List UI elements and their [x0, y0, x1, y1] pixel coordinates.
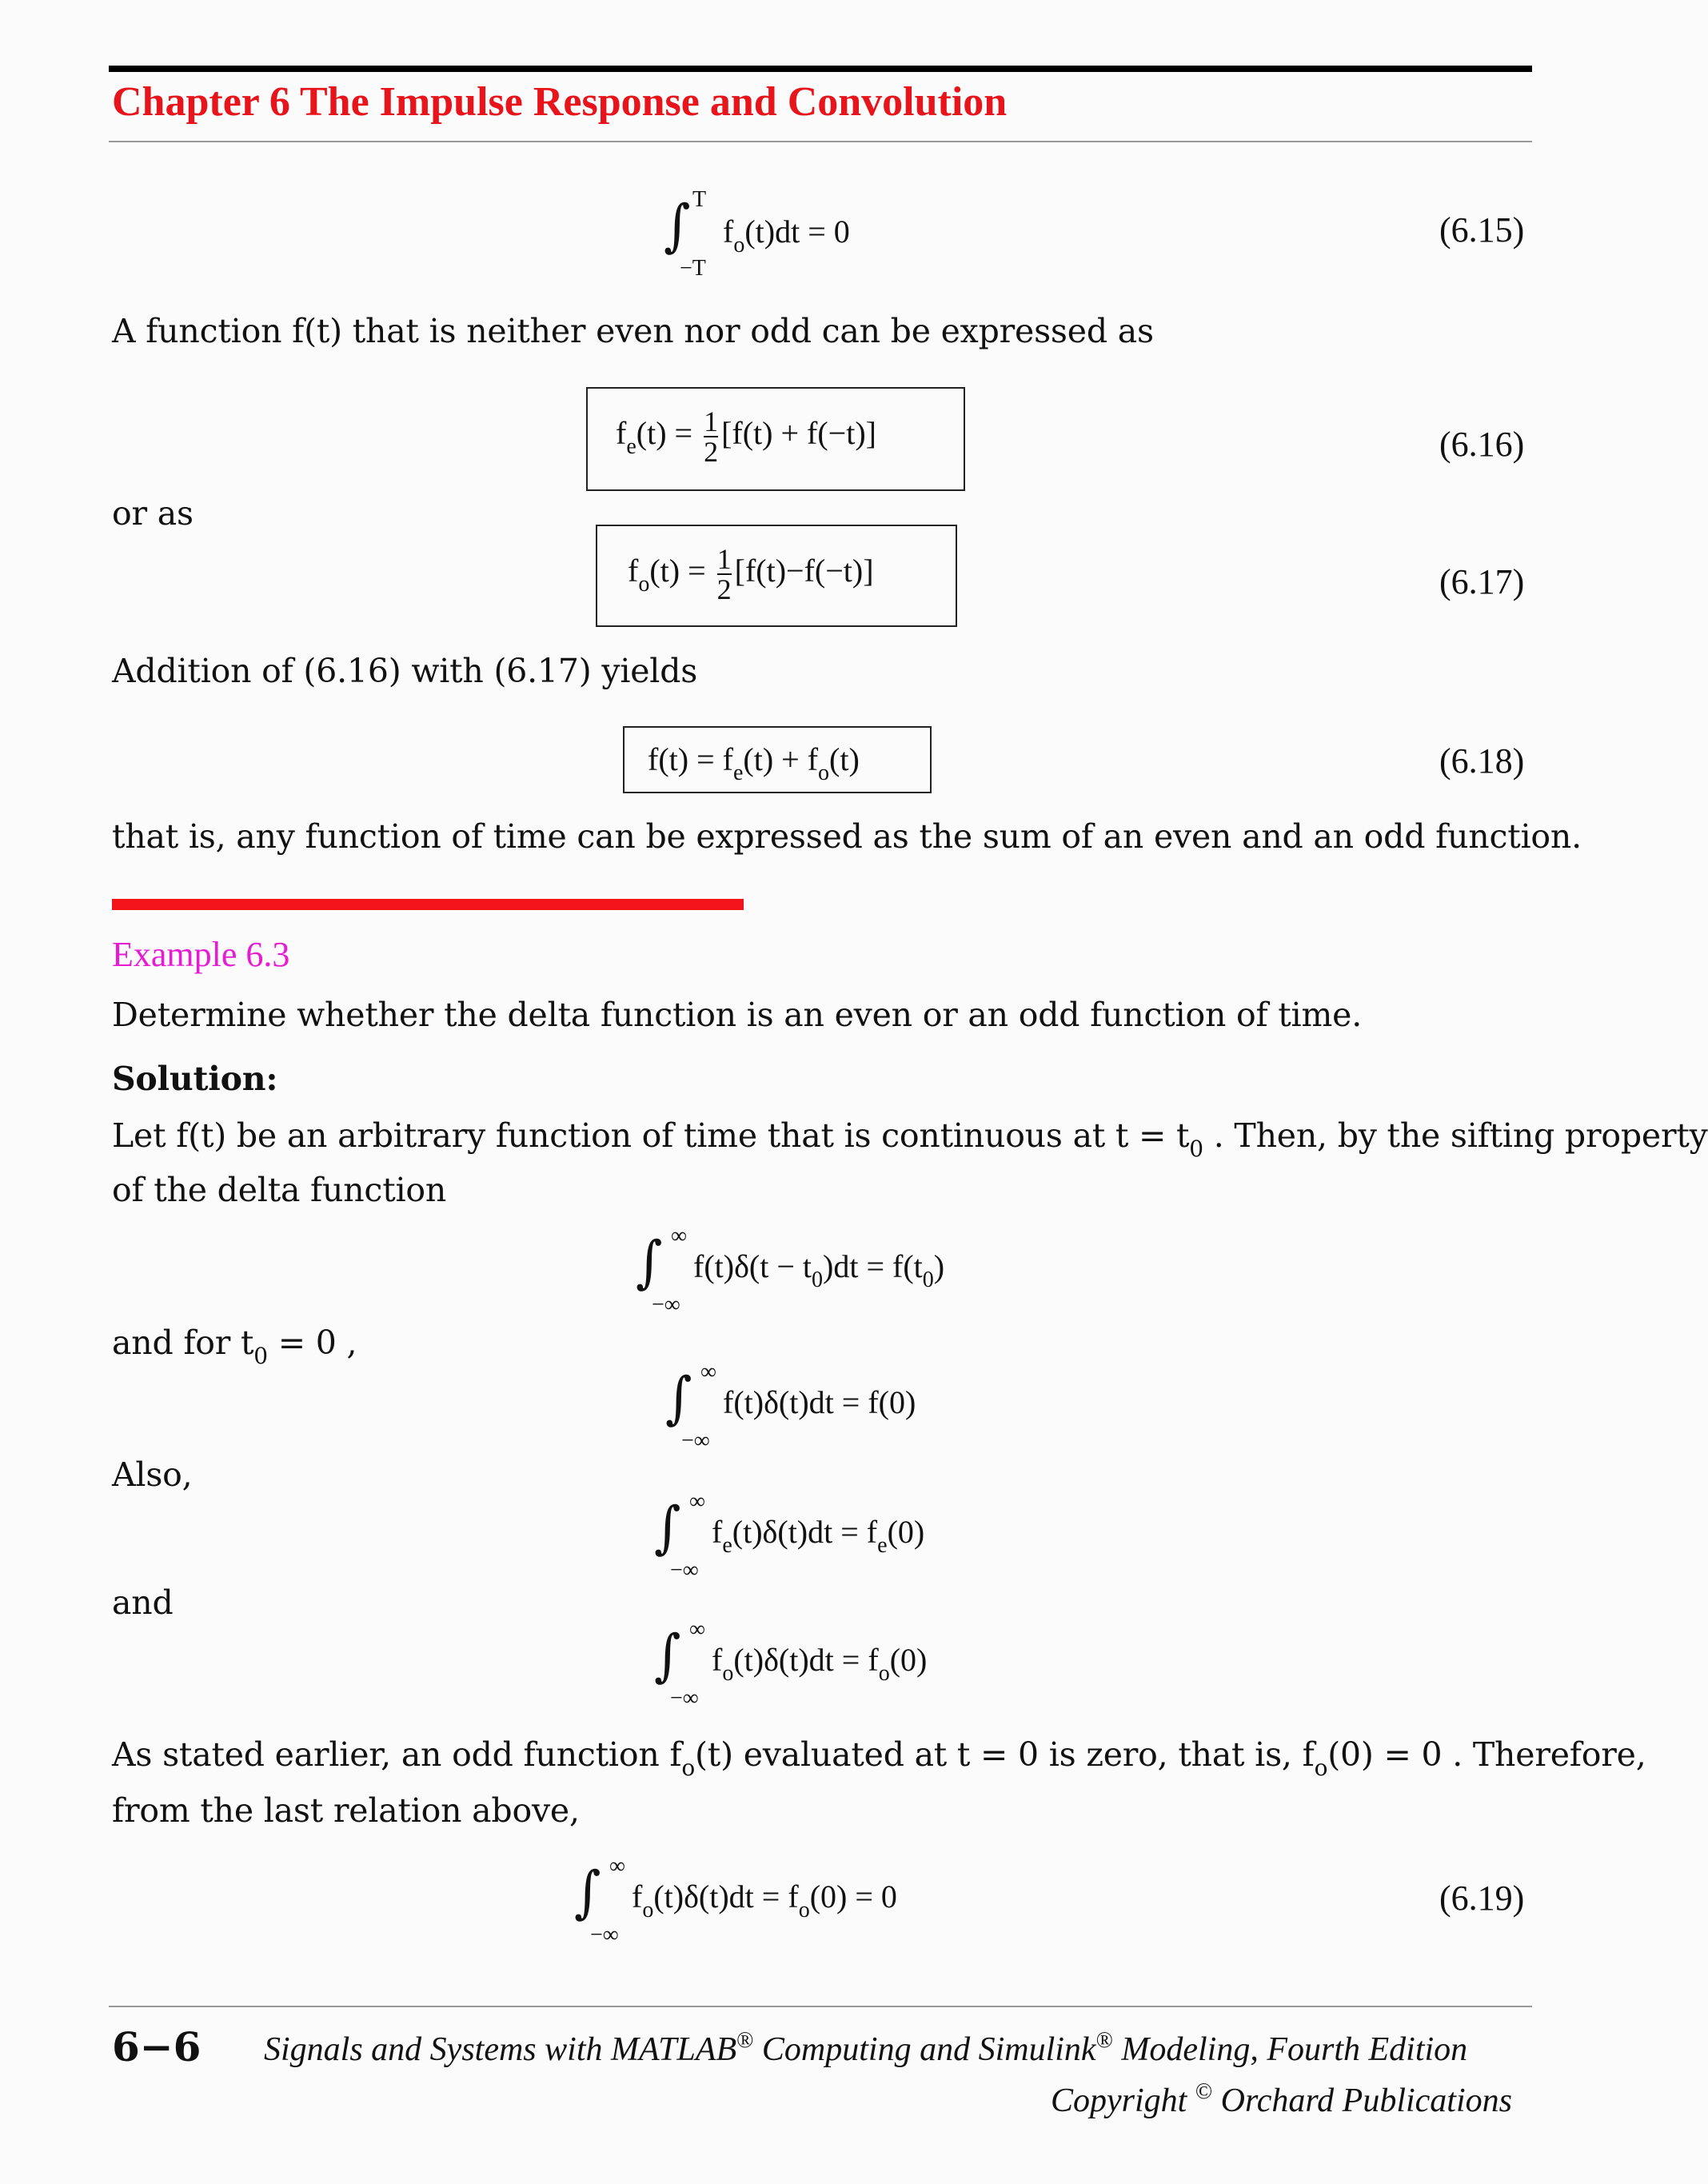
example-statement: Determine whether the delta function is an even or an odd function of time. [112, 996, 1363, 1034]
sub1: o [722, 1661, 734, 1686]
integral-lower-limit: −∞ [681, 1428, 710, 1453]
integrand [712, 1641, 927, 1687]
integrand [632, 1878, 897, 1923]
registered-icon: ® [736, 2028, 754, 2053]
footer-divider [109, 2006, 1532, 2007]
lhs-sub: o [638, 572, 650, 597]
integral-sign-icon: ∫ [665, 1366, 692, 1431]
header-top-rule [109, 66, 1532, 72]
equation-number-6-16: (6.16) [1439, 425, 1525, 464]
sub2: o [878, 1661, 890, 1686]
equation-6-16 [616, 405, 876, 468]
fraction-one-half [704, 405, 719, 468]
integral-sign-icon: ∫ [636, 1230, 663, 1296]
integrand [723, 213, 850, 258]
part2: (t) + f [743, 741, 819, 777]
footer-copyright [1051, 2079, 1512, 2120]
stated-b: (t) evaluated at t = 0 is zero, that is, f [695, 1735, 1315, 1774]
sub2: o [798, 1898, 810, 1922]
part1: f(t) = f [648, 741, 733, 777]
example-title: Example 6.3 [112, 935, 290, 974]
text-also: Also, [112, 1455, 193, 1494]
lhs-f: f [628, 553, 639, 589]
text-that-is: that is, any function of time can be expressed as the sum of an even and an odd function. [112, 817, 1582, 856]
equation-number-6-18: (6.18) [1439, 741, 1525, 781]
equation-number-6-15: (6.15) [1439, 210, 1525, 250]
line1-a: Let f(t) be an arbitrary function of time that is continuous at t = t [112, 1116, 1190, 1155]
integral-f0 [665, 1360, 1001, 1455]
integral-upper-limit: ∞ [609, 1854, 625, 1879]
text-from-last: from the last relation above, [112, 1791, 580, 1830]
sub2: e [877, 1533, 888, 1558]
a: f [712, 1514, 723, 1550]
lhs-rest: (t) = [649, 553, 706, 589]
integral-sign-icon: ∫ [574, 1860, 601, 1926]
sub1: o [642, 1898, 654, 1922]
copyright-a: Copyright [1051, 2082, 1187, 2119]
line1-b: . Then, by the sifting property [1203, 1116, 1708, 1155]
solution-line-2: of the delta function [112, 1171, 447, 1209]
sub2: o [818, 761, 830, 785]
equation-6-18 [648, 741, 860, 786]
a: f [632, 1879, 643, 1914]
b: )dt = f(t [823, 1248, 923, 1284]
integrand: f(t)δ(t)dt = f(0) [723, 1384, 916, 1420]
solution-label: Solution: [112, 1060, 278, 1098]
lhs-rest: (t) = [636, 415, 693, 452]
integral-fo [654, 1617, 1006, 1713]
integrand-f: f [723, 214, 734, 250]
text-neither-even-nor-odd: A function f(t) that is neither even nor odd can be expressed as [112, 312, 1154, 350]
page-number: 6−6 [112, 2023, 202, 2070]
solution-line-1 [112, 1116, 1708, 1162]
sub1: e [732, 761, 744, 785]
integral-upper-limit: ∞ [689, 1489, 705, 1514]
equation-number-6-19: (6.19) [1439, 1879, 1525, 1918]
c: (0) [889, 1642, 928, 1678]
b: (t)δ(t)dt = f [733, 1642, 879, 1678]
example-separator-bar [112, 899, 744, 910]
copyright-b: Orchard Publications [1212, 2082, 1512, 2119]
equation-6-19 [574, 1854, 1022, 1958]
text-addition: Addition of (6.16) with (6.17) yields [112, 652, 698, 690]
integrand [712, 1513, 924, 1559]
stated-sub2: o [1314, 1755, 1328, 1781]
sub1: e [722, 1533, 732, 1558]
equation-number-6-17: (6.17) [1439, 562, 1525, 601]
stated-c: (0) = 0 . Therefore, [1327, 1735, 1646, 1774]
fraction-denominator: 2 [716, 573, 732, 605]
rhs: [f(t) + f(−t)] [721, 415, 876, 452]
equation-6-17 [628, 545, 874, 603]
integral-upper-limit: ∞ [700, 1360, 716, 1384]
header-divider [109, 141, 1532, 142]
fraction-denominator: 2 [704, 436, 719, 468]
integral-upper-limit: T [692, 187, 707, 212]
fraction-numerator: 1 [704, 405, 719, 437]
integral-lower-limit: −∞ [590, 1922, 619, 1947]
footer-book-title [264, 2028, 1467, 2069]
text-and-for-t0 [112, 1324, 357, 1369]
text-and: and [112, 1583, 174, 1622]
book-c: Modeling, Fourth Edition [1112, 2031, 1468, 2068]
integral-lower-limit: −∞ [670, 1686, 699, 1711]
a: f [712, 1642, 723, 1678]
equation-6-15 [664, 184, 904, 288]
b: (t)δ(t)dt = f [732, 1514, 878, 1550]
c: (0) = 0 [809, 1879, 897, 1914]
a: f(t)δ(t − t [693, 1248, 812, 1284]
integral-upper-limit: ∞ [689, 1617, 705, 1642]
integral-fe [654, 1489, 1006, 1585]
integral-upper-limit: ∞ [671, 1224, 687, 1248]
b: (t)δ(t)dt = f [653, 1879, 799, 1914]
registered-icon: ® [1095, 2028, 1113, 2053]
sub1: 0 [812, 1268, 824, 1292]
book-b: Computing and Simulink [753, 2031, 1096, 2068]
copyright-icon: © [1195, 2079, 1213, 2104]
rhs: [f(t)−f(−t)] [734, 553, 874, 589]
lhs-sub: e [626, 434, 637, 460]
integral-lower-limit: −T [680, 256, 706, 281]
fraction-one-half [717, 545, 732, 603]
text-or-as: or as [112, 494, 194, 533]
part3: (t) [829, 741, 860, 777]
integrand-sub: o [733, 233, 745, 258]
book-a: Signals and Systems with MATLAB [264, 2031, 737, 2068]
stated-a: As stated earlier, an odd function f [112, 1735, 682, 1774]
integral-lower-limit: −∞ [670, 1558, 699, 1583]
integral-sign-icon: ∫ [654, 1623, 681, 1689]
lhs-f: f [616, 415, 627, 452]
c: (0) [887, 1514, 925, 1550]
text-as-stated [112, 1735, 1646, 1781]
integral-sifting [636, 1224, 1020, 1320]
fraction-numerator: 1 [716, 543, 732, 575]
and-for-b: = 0 , [267, 1324, 357, 1362]
integral-sign-icon: ∫ [664, 194, 691, 259]
and-for-a: and for t [112, 1324, 254, 1362]
stated-sub1: o [681, 1755, 696, 1781]
integrand-rest: (t)dt = 0 [744, 214, 850, 250]
integral-lower-limit: −∞ [652, 1292, 680, 1317]
chapter-title: Chapter 6 The Impulse Response and Convolution [112, 79, 1008, 125]
c: ) [933, 1248, 945, 1284]
line1-sub: 0 [1189, 1136, 1203, 1162]
integral-sign-icon: ∫ [654, 1495, 681, 1561]
integrand [693, 1248, 944, 1293]
and-for-sub: 0 [253, 1343, 268, 1369]
sub2: 0 [922, 1268, 934, 1292]
